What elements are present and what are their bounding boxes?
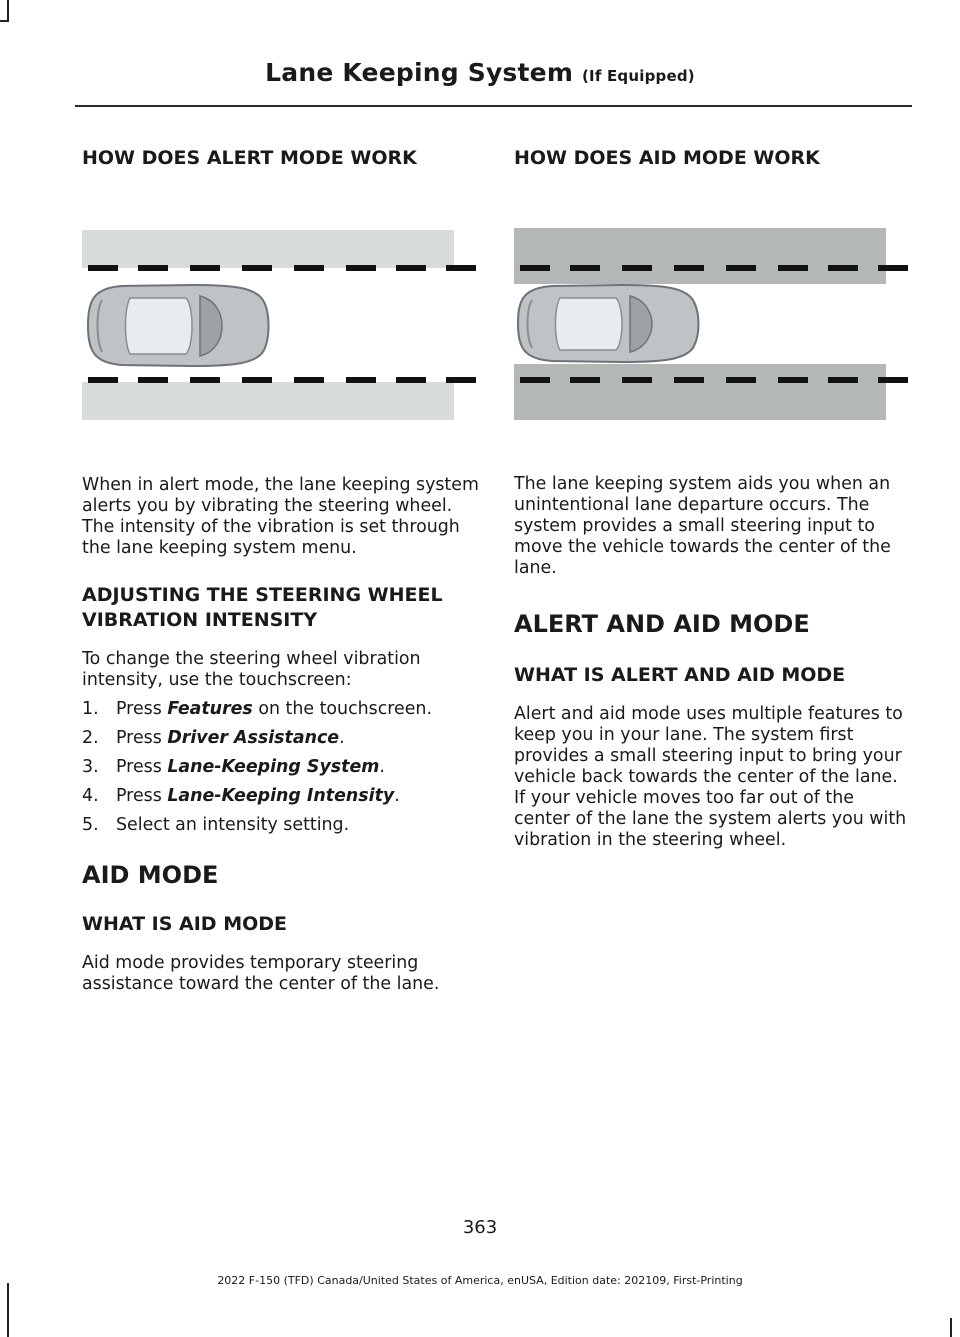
right-column	[514, 146, 914, 851]
heading-what-is-alert-and-aid-mode: WHAT IS ALERT AND AID MODE	[514, 664, 846, 686]
crop-mark-bottom-left	[7, 1283, 9, 1337]
alert-mode-description: When in alert mode, the lane keeping system alerts you by vibrating the steering wheel. The intensity of the vibration is set through the lane keeping system menu.	[82, 475, 479, 558]
heading-alert-and-aid-mode: ALERT AND AID MODE	[514, 610, 810, 638]
aid-mode-description: Aid mode provides temporary steering assistance toward the center of the lane.	[82, 953, 440, 994]
crop-mark-top-left	[7, 0, 9, 22]
header-divider	[75, 105, 912, 107]
list-item: 2. Press Driver Assistance.	[82, 728, 345, 748]
heading-how-alert-mode-works: HOW DOES ALERT MODE WORK	[82, 147, 417, 169]
heading-adjusting-vibration: ADJUSTING THE STEERING WHEEL VIBRATION INTENSITY	[82, 584, 443, 631]
adjust-intro: To change the steering wheel vibration intensity, use the touchscreen:	[82, 649, 421, 690]
header-qualifier: (If Equipped)	[581, 67, 695, 85]
aid-mode-diagram	[514, 228, 908, 420]
heading-aid-mode: AID MODE	[82, 861, 219, 889]
upper-lane-band	[82, 230, 454, 268]
steps-list	[82, 699, 482, 836]
car-icon	[518, 285, 699, 362]
list-item: 5. Select an intensity setting.	[82, 815, 350, 835]
alert-and-aid-description: Alert and aid mode uses multiple features to keep you in your lane. The system first provides a small steering input to bring your vehicle back towards the center of the lane. If your vehicle moves too far out of the center of the lane the system alerts you with vibration in the steering wheel.	[514, 704, 907, 850]
heading-how-aid-mode-works: HOW DOES AID MODE WORK	[514, 147, 820, 169]
list-item: 1. Press Features on the touchscreen.	[82, 699, 432, 719]
aid-mode-work-description: The lane keeping system aids you when an unintentional lane departure occurs. The system provides a small steering input to move the vehicle towards the center of the lane.	[514, 474, 891, 578]
heading-what-is-aid-mode: WHAT IS AID MODE	[82, 913, 288, 935]
page-footer: 2022 F-150 (TFD) Canada/United States of America, enUSA, Edition date: 202109, First-Printing	[217, 1274, 743, 1287]
upper-lane-band	[514, 228, 886, 284]
crop-mark-bottom-right	[950, 1318, 952, 1337]
alert-mode-illustration	[82, 230, 482, 420]
aid-mode-illustration	[514, 228, 914, 420]
lower-lane-band	[514, 364, 886, 420]
page-number: 363	[462, 1217, 498, 1238]
list-item: 3. Press Lane-Keeping System.	[82, 757, 385, 777]
car-icon	[88, 285, 269, 366]
list-item: 4. Press Lane-Keeping Intensity.	[82, 786, 400, 806]
header-title: Lane Keeping System	[265, 58, 574, 87]
lower-lane-band	[82, 382, 454, 420]
crop-mark-top-left-h	[0, 20, 9, 22]
left-column	[82, 146, 482, 995]
alert-mode-diagram	[82, 230, 476, 420]
page-header	[0, 58, 960, 87]
